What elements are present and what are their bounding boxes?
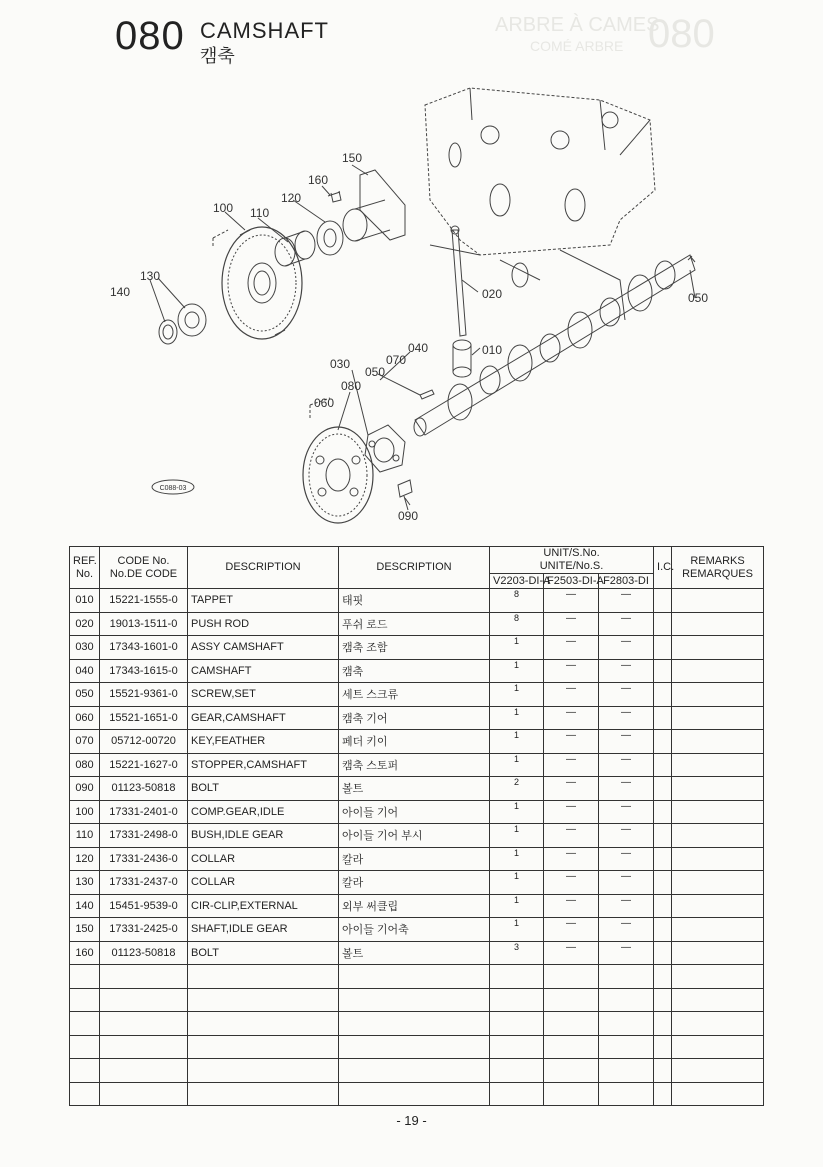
qty-model-2-cell: — (544, 683, 599, 707)
header-remarks: REMARKS REMARQUES (672, 547, 764, 589)
description-kr-cell: 캠축 (339, 659, 490, 683)
empty-cell (100, 1059, 188, 1083)
qty-model-3-cell: — (599, 824, 654, 848)
empty-cell (339, 1035, 490, 1059)
description-kr-cell: 캠축 기어 (339, 706, 490, 730)
callout-050-top: 050 (688, 291, 709, 305)
engine-block-drawing (425, 88, 655, 320)
description-cell: ASSY CAMSHAFT (188, 636, 339, 660)
remarks-cell (672, 777, 764, 801)
qty-model-3-cell: — (599, 894, 654, 918)
ic-cell (654, 589, 672, 613)
page-number: - 19 - (396, 1113, 427, 1128)
figure-id-badge (152, 480, 194, 494)
empty-cell (188, 1035, 339, 1059)
callout-030: 030 (330, 357, 351, 371)
empty-cell (100, 988, 188, 1012)
table-row (70, 753, 764, 777)
table-row (70, 847, 764, 871)
remarks-cell (672, 941, 764, 965)
description-cell: CIR-CLIP,EXTERNAL (188, 894, 339, 918)
ref-cell: 130 (70, 871, 100, 895)
callout-140: 140 (110, 285, 131, 299)
qty-model-1-cell: 1 (490, 659, 544, 683)
empty-table-row (70, 1035, 764, 1059)
ref-cell: 040 (70, 659, 100, 683)
callout-010: 010 (482, 343, 503, 357)
ic-cell (654, 800, 672, 824)
remarks-cell (672, 589, 764, 613)
table-row (70, 730, 764, 754)
collar-130-drawing (178, 304, 206, 336)
empty-cell (70, 1059, 100, 1083)
qty-model-2-cell: — (544, 659, 599, 683)
remarks-cell (672, 824, 764, 848)
qty-model-1-cell: 8 (490, 589, 544, 613)
empty-cell (544, 988, 599, 1012)
qty-model-3-cell: — (599, 847, 654, 871)
header-ic: I.C. (654, 547, 672, 589)
header-model-1: V2203-DI-A (490, 574, 544, 589)
callout-100: 100 (213, 201, 234, 215)
callout-160: 160 (308, 173, 329, 187)
empty-cell (490, 1082, 544, 1106)
remarks-cell (672, 753, 764, 777)
qty-model-3-cell: — (599, 941, 654, 965)
table-row (70, 659, 764, 683)
callout-150: 150 (342, 151, 363, 165)
qty-model-2-cell: — (544, 800, 599, 824)
remarks-cell (672, 800, 764, 824)
qty-model-1-cell: 1 (490, 847, 544, 871)
parts-table-body (70, 589, 764, 1106)
ic-cell (654, 730, 672, 754)
code-cell: 15221-1555-0 (100, 589, 188, 613)
empty-cell (100, 1035, 188, 1059)
callout-070: 070 (386, 353, 407, 367)
ref-cell: 160 (70, 941, 100, 965)
qty-model-3-cell: — (599, 683, 654, 707)
table-row (70, 871, 764, 895)
ref-cell: 120 (70, 847, 100, 871)
ref-cell: 030 (70, 636, 100, 660)
empty-cell (490, 1035, 544, 1059)
empty-cell (654, 1082, 672, 1106)
description-kr-cell: 칼라 (339, 871, 490, 895)
table-row (70, 636, 764, 660)
ref-cell: 020 (70, 612, 100, 636)
empty-cell (544, 965, 599, 989)
empty-cell (599, 1082, 654, 1106)
qty-model-1-cell: 1 (490, 800, 544, 824)
description-cell: TAPPET (188, 589, 339, 613)
description-cell: SCREW,SET (188, 683, 339, 707)
callout-020: 020 (482, 287, 503, 301)
remarks-cell (672, 636, 764, 660)
empty-cell (490, 988, 544, 1012)
qty-model-2-cell: — (544, 894, 599, 918)
qty-model-3-cell: — (599, 706, 654, 730)
empty-table-row (70, 1059, 764, 1083)
qty-model-1-cell: 1 (490, 894, 544, 918)
remarks-cell (672, 847, 764, 871)
idle-gear-100-drawing (222, 227, 302, 339)
ic-cell (654, 824, 672, 848)
code-cell: 17331-2401-0 (100, 800, 188, 824)
ic-cell (654, 659, 672, 683)
ic-cell (654, 847, 672, 871)
ic-cell (654, 894, 672, 918)
idle-gear-shaft-drawing (328, 170, 405, 241)
qty-model-1-cell: 1 (490, 871, 544, 895)
description-kr-cell: 볼트 (339, 777, 490, 801)
page-title: CAMSHAFT (200, 18, 329, 43)
ic-cell (654, 706, 672, 730)
callout-120: 120 (281, 191, 302, 205)
table-row (70, 941, 764, 965)
qty-model-3-cell: — (599, 589, 654, 613)
qty-model-2-cell: — (544, 777, 599, 801)
collar-120-drawing (317, 221, 343, 255)
empty-cell (599, 1059, 654, 1083)
empty-cell (544, 1059, 599, 1083)
description-cell: COLLAR (188, 871, 339, 895)
description-kr-cell: 캠축 스토퍼 (339, 753, 490, 777)
empty-cell (100, 965, 188, 989)
empty-cell (672, 965, 764, 989)
qty-model-1-cell: 8 (490, 612, 544, 636)
ic-cell (654, 753, 672, 777)
ghost-subtitle: COMÉ ARBRE (530, 38, 624, 54)
empty-cell (654, 965, 672, 989)
camshaft-gear-060-drawing (303, 427, 373, 523)
empty-cell (70, 1035, 100, 1059)
qty-model-3-cell: — (599, 777, 654, 801)
ref-cell: 100 (70, 800, 100, 824)
empty-cell (544, 1035, 599, 1059)
ic-cell (654, 612, 672, 636)
qty-model-2-cell: — (544, 871, 599, 895)
empty-cell (70, 965, 100, 989)
empty-cell (188, 1059, 339, 1083)
qty-model-2-cell: — (544, 941, 599, 965)
qty-model-2-cell: — (544, 612, 599, 636)
ref-cell: 140 (70, 894, 100, 918)
description-kr-cell: 볼트 (339, 941, 490, 965)
description-cell: BOLT (188, 777, 339, 801)
qty-model-2-cell: — (544, 636, 599, 660)
description-kr-cell: 외부 써클립 (339, 894, 490, 918)
circlip-140-drawing (159, 320, 177, 344)
table-row (70, 612, 764, 636)
ref-cell: 060 (70, 706, 100, 730)
callout-130: 130 (140, 269, 161, 283)
empty-cell (339, 965, 490, 989)
empty-cell (70, 988, 100, 1012)
description-cell: SHAFT,IDLE GEAR (188, 918, 339, 942)
qty-model-3-cell: — (599, 800, 654, 824)
qty-model-1-cell: 1 (490, 824, 544, 848)
empty-cell (672, 1012, 764, 1036)
description-cell: STOPPER,CAMSHAFT (188, 753, 339, 777)
ref-cell: 070 (70, 730, 100, 754)
code-cell: 17331-2425-0 (100, 918, 188, 942)
code-cell: 17343-1601-0 (100, 636, 188, 660)
qty-model-1-cell: 3 (490, 941, 544, 965)
description-cell: GEAR,CAMSHAFT (188, 706, 339, 730)
code-cell: 01123-50818 (100, 941, 188, 965)
code-cell: 17343-1615-0 (100, 659, 188, 683)
ic-cell (654, 777, 672, 801)
qty-model-3-cell: — (599, 918, 654, 942)
description-cell: BOLT (188, 941, 339, 965)
ref-cell: 050 (70, 683, 100, 707)
table-row (70, 683, 764, 707)
empty-cell (188, 1082, 339, 1106)
empty-cell (599, 1035, 654, 1059)
empty-cell (599, 1012, 654, 1036)
table-row (70, 824, 764, 848)
empty-cell (672, 1035, 764, 1059)
description-kr-cell: 아이들 기어축 (339, 918, 490, 942)
code-cell: 01123-50818 (100, 777, 188, 801)
empty-cell (544, 1082, 599, 1106)
empty-cell (339, 988, 490, 1012)
callout-060: 060 (314, 396, 335, 410)
callout-090: 090 (398, 509, 419, 523)
page-subtitle: 캠축 (200, 46, 235, 66)
table-row (70, 918, 764, 942)
code-cell: 15451-9539-0 (100, 894, 188, 918)
ic-cell (654, 636, 672, 660)
qty-model-1-cell: 1 (490, 918, 544, 942)
empty-cell (188, 988, 339, 1012)
ref-cell: 110 (70, 824, 100, 848)
qty-model-2-cell: — (544, 824, 599, 848)
empty-cell (654, 1012, 672, 1036)
table-row (70, 894, 764, 918)
ref-cell: 010 (70, 589, 100, 613)
ref-cell: 150 (70, 918, 100, 942)
remarks-cell (672, 659, 764, 683)
description-cell: COMP.GEAR,IDLE (188, 800, 339, 824)
empty-table-row (70, 988, 764, 1012)
code-cell: 15521-9361-0 (100, 683, 188, 707)
parts-table (69, 546, 764, 1106)
empty-cell (339, 1012, 490, 1036)
empty-cell (70, 1012, 100, 1036)
description-kr-cell: 칼라 (339, 847, 490, 871)
qty-model-3-cell: — (599, 659, 654, 683)
empty-cell (490, 965, 544, 989)
empty-cell (599, 965, 654, 989)
qty-model-2-cell: — (544, 847, 599, 871)
empty-table-row (70, 1082, 764, 1106)
stopper-080-drawing (365, 425, 405, 472)
code-cell: 17331-2436-0 (100, 847, 188, 871)
empty-cell (599, 988, 654, 1012)
code-cell: 19013-1511-0 (100, 612, 188, 636)
empty-cell (100, 1012, 188, 1036)
description-kr-cell: 아이들 기어 부시 (339, 824, 490, 848)
tappet-drawing (453, 340, 471, 377)
code-cell: 15221-1627-0 (100, 753, 188, 777)
qty-model-3-cell: — (599, 612, 654, 636)
description-cell: PUSH ROD (188, 612, 339, 636)
ic-cell (654, 683, 672, 707)
empty-cell (544, 1012, 599, 1036)
ghost-title: ARBRE À CAMES (495, 14, 660, 36)
empty-cell (654, 1035, 672, 1059)
remarks-cell (672, 871, 764, 895)
header-description-en: DESCRIPTION (188, 547, 339, 589)
description-cell: KEY,FEATHER (188, 730, 339, 754)
bolt-090-drawing (398, 480, 412, 510)
description-kr-cell: 태핏 (339, 589, 490, 613)
key-070-drawing (420, 390, 434, 399)
table-row (70, 706, 764, 730)
header-ref: REF. No. (70, 547, 100, 589)
qty-model-1-cell: 1 (490, 730, 544, 754)
description-kr-cell: 캠축 조함 (339, 636, 490, 660)
callout-080: 080 (341, 379, 362, 393)
remarks-cell (672, 894, 764, 918)
header-model-3: F2803-DI (599, 574, 654, 589)
code-cell: 05712-00720 (100, 730, 188, 754)
empty-cell (654, 988, 672, 1012)
ic-cell (654, 941, 672, 965)
callout-110: 110 (250, 206, 270, 220)
qty-model-3-cell: — (599, 871, 654, 895)
empty-cell (339, 1082, 490, 1106)
qty-model-1-cell: 1 (490, 636, 544, 660)
description-kr-cell: 세트 스크류 (339, 683, 490, 707)
ref-cell: 090 (70, 777, 100, 801)
exploded-parts-diagram (0, 80, 823, 530)
qty-model-3-cell: — (599, 730, 654, 754)
callout-040: 040 (408, 341, 429, 355)
empty-cell (188, 965, 339, 989)
remarks-cell (672, 683, 764, 707)
code-cell: 15521-1651-0 (100, 706, 188, 730)
description-cell: BUSH,IDLE GEAR (188, 824, 339, 848)
empty-cell (672, 1059, 764, 1083)
remarks-cell (672, 730, 764, 754)
description-cell: COLLAR (188, 847, 339, 871)
code-cell: 17331-2498-0 (100, 824, 188, 848)
description-kr-cell: 페더 키이 (339, 730, 490, 754)
empty-cell (490, 1012, 544, 1036)
description-kr-cell: 아이들 기어 (339, 800, 490, 824)
figure-id: C088-03 (159, 485, 187, 492)
qty-model-2-cell: — (544, 589, 599, 613)
qty-model-2-cell: — (544, 753, 599, 777)
description-cell: CAMSHAFT (188, 659, 339, 683)
empty-cell (654, 1059, 672, 1083)
qty-model-2-cell: — (544, 730, 599, 754)
empty-cell (100, 1082, 188, 1106)
qty-model-1-cell: 1 (490, 753, 544, 777)
empty-cell (70, 1082, 100, 1106)
header-model-2: F2503-DI-A (544, 574, 599, 589)
qty-model-1-cell: 1 (490, 706, 544, 730)
table-row (70, 589, 764, 613)
empty-table-row (70, 965, 764, 989)
ic-cell (654, 918, 672, 942)
qty-model-3-cell: — (599, 753, 654, 777)
qty-model-1-cell: 1 (490, 683, 544, 707)
header-description-kr: DESCRIPTION (339, 547, 490, 589)
code-cell: 17331-2437-0 (100, 871, 188, 895)
ic-cell (654, 871, 672, 895)
remarks-cell (672, 612, 764, 636)
callout-050-mid: 050 (365, 365, 386, 379)
qty-model-1-cell: 2 (490, 777, 544, 801)
empty-cell (672, 988, 764, 1012)
qty-model-2-cell: — (544, 706, 599, 730)
empty-cell (672, 1082, 764, 1106)
qty-model-3-cell: — (599, 636, 654, 660)
header-unit: UNIT/S.No. UNITE/No.S. (490, 547, 654, 574)
empty-table-row (70, 1012, 764, 1036)
qty-model-2-cell: — (544, 918, 599, 942)
empty-cell (188, 1012, 339, 1036)
ghost-code: 080 (648, 12, 715, 56)
table-row (70, 777, 764, 801)
table-row (70, 800, 764, 824)
header-code: CODE No. No.DE CODE (100, 547, 188, 589)
remarks-cell (672, 918, 764, 942)
empty-cell (490, 1059, 544, 1083)
section-code: 080 (115, 14, 185, 58)
empty-cell (339, 1059, 490, 1083)
ref-cell: 080 (70, 753, 100, 777)
description-kr-cell: 푸쉬 로드 (339, 612, 490, 636)
remarks-cell (672, 706, 764, 730)
